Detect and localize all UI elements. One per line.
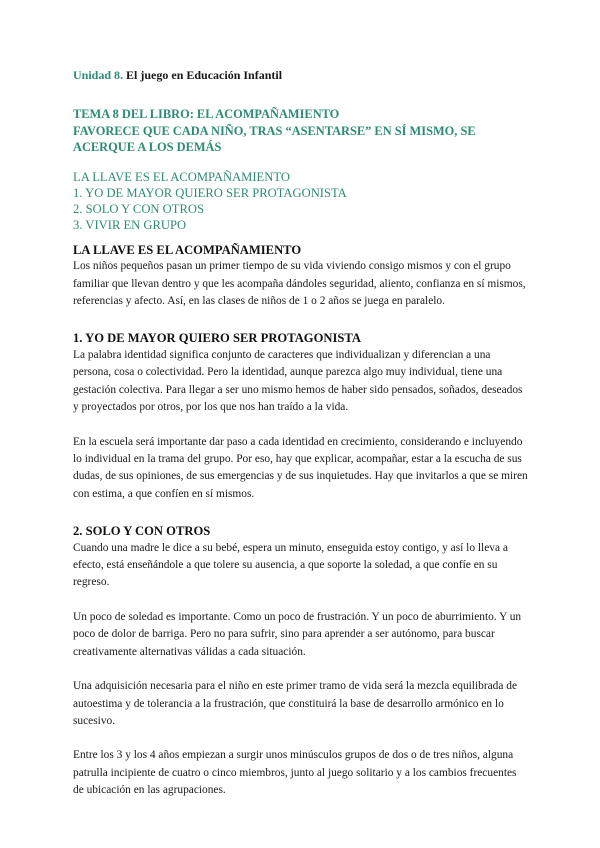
toc-item: 2. SOLO Y CON OTROS <box>73 202 204 217</box>
spacer <box>73 417 528 434</box>
spacer <box>73 310 528 330</box>
unit-header <box>73 68 528 83</box>
paragraph: La palabra identidad significa conjunto de caracteres que individualizan y diferencian a una persona, cosa o colectividad. Pero la identidad, aunque parezca algo muy individual, tiene una gestación colectiva. Para llegar a ser uno mismo hemos de haber sido pensados, soñados, deseados y proyectados por otros, por los que nos han traído a la vida. <box>73 348 523 414</box>
chapter-title <box>73 106 528 156</box>
section-heading-solo: 2. SOLO Y CON OTROS <box>73 524 211 539</box>
paragraph: Cuando una madre le dice a su bebé, espera un minuto, enseguida estoy contigo, y así lo lleva a efecto, está enseñándole a que tolere su ausencia, a que soporte la soledad, a que confíe en su regreso. <box>73 541 508 589</box>
paragraph: Un poco de soledad es importante. Como un poco de frustración. Y un poco de aburrimiento. Y un poco de dolor de barriga. Pero no para sufrir, sino para aprender a ser autónomo, para buscar creativamente alternativas válidas a cada situación. <box>73 610 522 658</box>
paragraph: Los niños pequeños pasan un primer tiempo de su vida viviendo consigo mismos y con el grupo familiar que llevan dentro y que les acompaña dándoles seguridad, aliento, confianza en sí mismos, referencias y afecto. Así, en las clases de niños de 1 o 2 años se juega en paralelo. <box>73 260 526 307</box>
toc-item: 3. VIVIR EN GRUPO <box>73 218 187 233</box>
chapter-title-line-3: ACERQUE A LOS DEMÁS <box>73 140 222 154</box>
chapter-title-line-1: TEMA 8 DEL LIBRO: EL ACOMPAÑAMIENTO <box>73 107 340 121</box>
paragraph: Una adquisición necesaria para el niño en este primer tramo de vida será la mezcla equilibrada de autoestima y de tolerancia a la frustración, que constituirá la base de desarrollo armónico en lo sucesivo. <box>73 680 518 727</box>
toc-item: LA LLAVE ES EL ACOMPAÑAMIENTO <box>73 169 290 184</box>
spacer <box>73 661 528 678</box>
section-heading-llave: LA LLAVE ES EL ACOMPAÑAMIENTO <box>73 242 302 257</box>
spacer <box>73 503 528 523</box>
paragraph: Entre los 3 y los 4 años empiezan a surgir unos minúsculos grupos de dos o de tres niños, alguna patrulla incipiente de cuatro o cinco miembros, junto al juego solitario y a los cambios frecuentes de ubicación en las agrupaciones. <box>73 749 517 797</box>
chapter-title-line-2: FAVORECE QUE CADA NIÑO, TRAS “ASENTARSE” EN SÍ MISMO, SE <box>73 123 476 138</box>
table-of-contents <box>73 169 528 234</box>
unit-title: El juego en Educación Infantil <box>123 68 283 82</box>
spacer <box>73 592 528 609</box>
section-heading-protagonista: 1. YO DE MAYOR QUIERO SER PROTAGONISTA <box>73 331 361 346</box>
toc-item: 1. YO DE MAYOR QUIERO SER PROTAGONISTA <box>73 185 347 200</box>
spacer <box>73 730 528 747</box>
paragraph: En la escuela será importante dar paso a cada identidad en crecimiento, considerando e incluyendo lo individual en la trama del grupo. Por eso, hay que explicar, acompañar, estar a la escucha de sus dudas, de sus opiniones, de sus emergencias y de sus inquietudes. Hay que invitarlos a que se miren con estima, a que confíen en sí mismos. <box>73 435 528 500</box>
unit-number: Unidad 8. <box>73 68 124 82</box>
